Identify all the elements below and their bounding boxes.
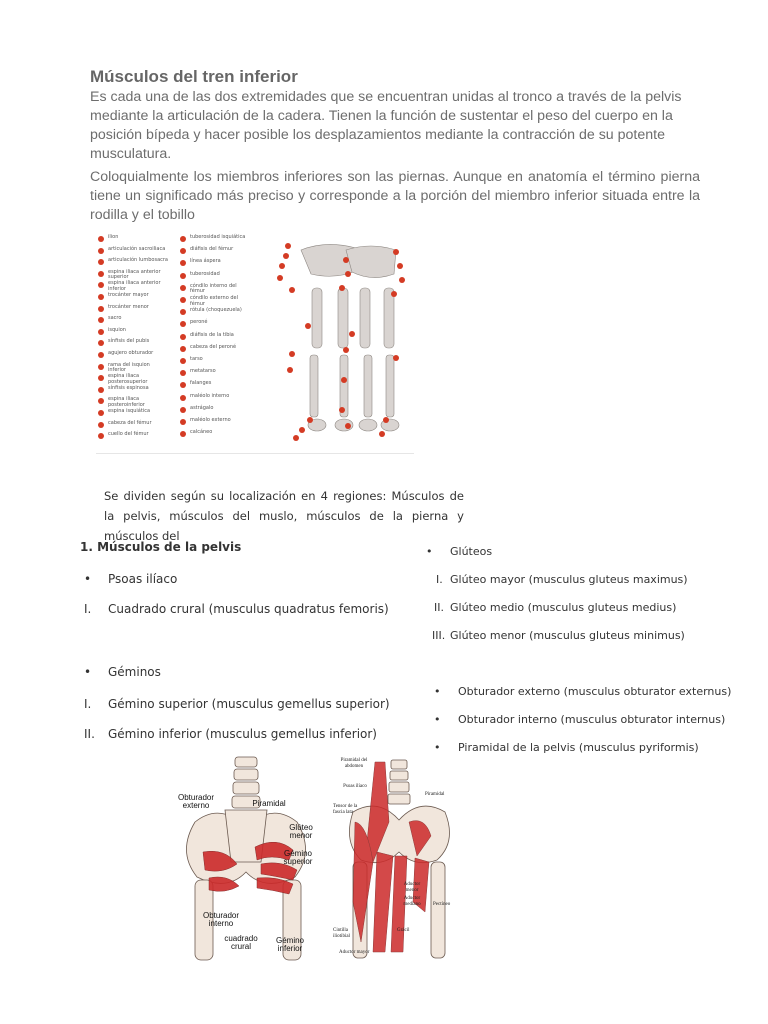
skeleton-callout-dot <box>379 431 385 437</box>
skeleton-callout-dot <box>391 291 397 297</box>
skeleton-callout-dot <box>343 257 349 263</box>
legend-entry: tarso <box>190 356 203 362</box>
list-item-gluteo-mayor: Glúteo mayor (musculus gluteus maximus) <box>450 573 688 586</box>
legend-entry: peroné <box>190 319 208 326</box>
list-item-gemino-inferior: Gémino inferior (musculus gemellus inferior) <box>108 727 377 741</box>
list-item-gluteos: • Glúteos <box>450 545 492 558</box>
skeleton-callout-dot <box>279 263 285 269</box>
legend-entry: articulación lumbosacra <box>108 257 168 264</box>
legend-entry: línea áspera <box>190 258 221 265</box>
legend-entry: isquion <box>108 326 126 333</box>
label-gemino-superior: Gémino superior <box>283 849 313 866</box>
list-item-gluteo-medio: Glúteo medio (musculus gluteus medius) <box>450 601 677 614</box>
legend-entry: articulación sacroiliaca <box>108 245 166 252</box>
legend-entry: trocánter menor <box>108 303 149 310</box>
list-item-gluteo-menor: Glúteo menor (musculus gluteus minimus) <box>450 629 685 642</box>
list-item-geminos: • Géminos <box>108 665 161 679</box>
legend-entry: falanges <box>190 380 212 387</box>
numeral-gem-inf: II. <box>84 727 95 741</box>
label-obturador-externo: Obturador externo <box>177 793 215 810</box>
legend-entry: ilion <box>108 234 119 240</box>
legend-entry: cóndilo externo del fémur <box>190 295 238 307</box>
legend-entry: espina iliaca anterior superior <box>108 268 161 281</box>
skeleton-callout-dot <box>339 285 345 291</box>
numeral-gem-sup: I. <box>84 697 92 711</box>
label-aductor-mayor: Aductor mayor <box>339 950 370 955</box>
legend-entry: cabeza del peroné <box>190 343 237 350</box>
legend-entry: cabeza del fémur <box>108 419 152 426</box>
legend-entry: trocánter mayor <box>108 292 149 298</box>
legend-entry: rama del isquion inferior <box>108 361 150 374</box>
skeleton-callout-dot <box>285 243 291 249</box>
legend-entry: sínfisis del pubis <box>108 338 150 345</box>
label-psoas-iliaco: Psoas ilíaco <box>343 784 367 789</box>
list-item-gemino-superior: Gémino superior (musculus gemellus superior) <box>108 697 390 711</box>
legend-entry: tuberosidad <box>190 270 220 277</box>
legend-entry: agujero obturador <box>108 350 154 356</box>
skeleton-callout-dot <box>399 277 405 283</box>
skeleton-callout-dot <box>393 249 399 255</box>
regions-paragraph: Se dividen según su localización en 4 regiones: Músculos de la pelvis, músculos del muslo, músculos de la pierna y músculos del <box>104 489 464 543</box>
legend-entry: tuberosidad isquiática <box>190 234 246 240</box>
label-aductor-mediano: Aductor mediano <box>403 896 421 907</box>
label-gracil: Grácil <box>397 928 410 933</box>
skeleton-callout-dot <box>305 323 311 329</box>
legend-entry: espina isquiática <box>108 408 151 414</box>
skeleton-callout-dot <box>393 355 399 361</box>
legend-entry: diáfisis de la tibia <box>190 331 234 338</box>
skeleton-callout-dot <box>397 263 403 269</box>
numeral-g-medio: II. <box>434 601 444 614</box>
legend-entry: calcáneo <box>190 429 213 436</box>
numeral-cuadrado: I. <box>84 602 92 616</box>
skeleton-callout-dot <box>343 347 349 353</box>
legend-entry: espina iliaca posteroinferior <box>108 396 145 408</box>
list-item-obturador-externo: • Obturador externo (musculus obturator externus) <box>458 685 731 698</box>
leg-skeleton-drawing <box>96 230 414 455</box>
legs-paragraph: Coloquialmente los miembros inferiores son las piernas. Aunque en anatomía el término pierna tiene un significado más preciso y corresponde a la porción del miembro inferior situada entre la rodilla y el tobillo <box>90 169 700 223</box>
intro-paragraph: Es cada una de las dos extremidades que se encuentran unidas al tronco a través de la pelvis mediante la articulación de la cadera. Tienen la función de sustentar el peso del cuerpo en la posición bípeda y hacer posible los desplazamientos mediante la contracción de su potente musculatura. <box>90 89 682 162</box>
label-gemino-inferior: Gémino inferior <box>275 936 304 953</box>
label-tensor: Tensor de la fascia lata <box>333 804 358 815</box>
page-title: Músculos del tren inferior <box>90 67 298 86</box>
label-pectineo: Pectíneo <box>433 902 451 907</box>
label-cintilla: Cintilla iliotibial <box>333 928 350 939</box>
list-item-obturador-interno: • Obturador interno (musculus obturator internus) <box>458 713 725 726</box>
skeleton-callout-dot <box>289 351 295 357</box>
skeleton-callout-dot <box>339 407 345 413</box>
legend-entry: rótula (choquezuela) <box>190 307 242 314</box>
list-item-psoas: • Psoas ilíaco <box>108 572 177 586</box>
label-piramidal-right: Piramidal <box>425 792 445 797</box>
legend-entry: cóndilo interno del fémur <box>190 282 237 295</box>
skeleton-legend-figure <box>96 230 414 455</box>
skeleton-callout-dot <box>277 275 283 281</box>
list-item-piramidal: • Piramidal de la pelvis (musculus pyriformis) <box>458 741 699 754</box>
skeleton-callout-dot <box>345 423 351 429</box>
skeleton-callout-dot <box>341 377 347 383</box>
skeleton-callout-dot <box>287 367 293 373</box>
skeleton-callout-dot <box>289 287 295 293</box>
label-gluteo-menor: Glúteo menor <box>289 823 313 840</box>
label-aductor-menor: Aductor menor <box>403 882 421 893</box>
legend-entry: sínfisis espinosa <box>108 384 149 391</box>
skeleton-callout-dot <box>345 271 351 277</box>
numeral-g-menor: III. <box>432 629 446 642</box>
skeleton-callout-dot <box>283 253 289 259</box>
legend-entry: diáfisis del fémur <box>190 246 234 253</box>
label-obturador-interno: Obturador interno <box>202 911 240 928</box>
label-piramidal: Piramidal <box>252 799 286 808</box>
legend-entry: espina iliaca posterosuperior <box>108 373 148 385</box>
legend-entry: espina iliaca anterior inferior <box>108 280 161 292</box>
skeleton-callout-dot <box>293 435 299 441</box>
legend-entry: metatarso <box>190 368 216 375</box>
pelvis-anterior-muscles-figure <box>333 752 468 962</box>
pelvis-deep-muscles-figure <box>165 752 330 962</box>
skeleton-callout-dot <box>349 331 355 337</box>
label-piramidal-abdomen: Piramidal del abdomen <box>340 758 368 769</box>
figure-divider <box>96 453 414 454</box>
label-cuadrado-crural: cuadrado crural <box>224 934 258 951</box>
list-item-cuadrado: Cuadrado crural (musculus quadratus femoris) <box>108 602 389 616</box>
skeleton-callout-dot <box>307 417 313 423</box>
section-heading-pelvis: 1. Músculos de la pelvis <box>80 540 242 554</box>
skeleton-callout-dot <box>383 417 389 423</box>
legend-entry: sacro <box>108 315 122 322</box>
legend-entry: maléolo interno <box>190 392 230 399</box>
legend-entry: astrágalo <box>190 404 214 411</box>
skeleton-callout-dot <box>299 427 305 433</box>
numeral-g-mayor: I. <box>436 573 443 586</box>
legend-entry: maléolo externo <box>190 417 231 423</box>
legend-entry: cuello del fémur <box>108 431 149 438</box>
